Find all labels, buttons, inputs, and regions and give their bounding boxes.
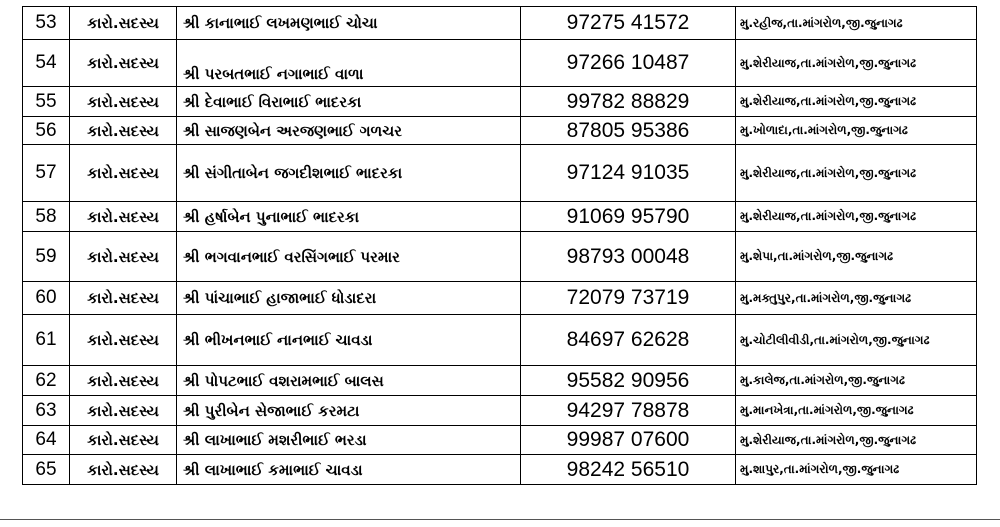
phone-number: 97275 41572 xyxy=(521,7,736,40)
address: મુ.શેરીયાજ,તા.માંગરોળ,જી.જુનાગઢ xyxy=(736,426,977,455)
serial-number: 56 xyxy=(23,117,70,145)
address: મુ.શેરીયાજ,તા.માંગરોળ,જી.જુનાગઢ xyxy=(736,40,977,87)
position: કારો.સદસ્ય xyxy=(70,315,177,366)
member-name: શ્રી સંગીતાબેન જગદીશભાઈ ભાદરકા xyxy=(177,145,521,202)
phone-number: 72079 73719 xyxy=(521,282,736,315)
address: મુ.શાપુર,તા.માંગરોળ,જી.જુનાગઢ xyxy=(736,455,977,485)
serial-number: 62 xyxy=(23,366,70,396)
table-row xyxy=(23,232,977,282)
member-name: શ્રી દેવાભાઈ વિરાભાઈ ભાદરકા xyxy=(177,87,521,117)
member-name: શ્રી પુરીબેન સેજાભાઈ કરમટા xyxy=(177,396,521,426)
position: કારો.સદસ્ય xyxy=(70,87,177,117)
member-name: શ્રી લાખાભાઈ કમાભાઈ ચાવડા xyxy=(177,455,521,485)
phone-number: 98793 00048 xyxy=(521,232,736,282)
member-name: શ્રી ભીખનભાઈ નાનભાઈ ચાવડા xyxy=(177,315,521,366)
address: મુ.શેરીયાજ,તા.માંગરોળ,જી.જુનાગઢ xyxy=(736,145,977,202)
member-table-container xyxy=(22,6,976,485)
table-row xyxy=(23,455,977,485)
member-name: શ્રી કાનાભાઈ લખમણભાઈ ચોચા xyxy=(177,7,521,40)
member-name: શ્રી ભગવાનભાઈ વરસિંગભાઈ પરમાર xyxy=(177,232,521,282)
serial-number: 61 xyxy=(23,315,70,366)
phone-number: 95582 90956 xyxy=(521,366,736,396)
table-row xyxy=(23,117,977,145)
phone-number: 94297 78878 xyxy=(521,396,736,426)
address: મુ.શેરીયાજ,તા.માંગરોળ,જી.જુનાગઢ xyxy=(736,87,977,117)
address: મુ.માનખેત્રા,તા.માંગરોળ,જી.જુનાગઢ xyxy=(736,396,977,426)
address: મુ.શેપા,તા.માંગરોળ,જી.જુનાગઢ xyxy=(736,232,977,282)
member-name: શ્રી સાજણબેન અરજણભાઈ ગળચર xyxy=(177,117,521,145)
phone-number: 87805 95386 xyxy=(521,117,736,145)
phone-number: 91069 95790 xyxy=(521,202,736,232)
table-row xyxy=(23,7,977,40)
position: કારો.સદસ્ય xyxy=(70,202,177,232)
table-row xyxy=(23,202,977,232)
serial-number: 60 xyxy=(23,282,70,315)
table-row xyxy=(23,145,977,202)
member-table xyxy=(22,6,977,485)
table-row xyxy=(23,426,977,455)
serial-number: 57 xyxy=(23,145,70,202)
address: મુ.શેરીયાજ,તા.માંગરોળ,જી.જુનાગઢ xyxy=(736,202,977,232)
position: કારો.સદસ્ય xyxy=(70,145,177,202)
member-name: શ્રી પોપટભાઈ વશરામભાઈ બાલસ xyxy=(177,366,521,396)
phone-number: 97124 91035 xyxy=(521,145,736,202)
page-bottom-rule xyxy=(0,519,1000,520)
address: મુ.ચોટીલીવીડી,તા.માંગરોળ,જી.જુનાગઢ xyxy=(736,315,977,366)
phone-number: 84697 62628 xyxy=(521,315,736,366)
member-name: શ્રી લાખાભાઈ મશરીભાઈ ભરડા xyxy=(177,426,521,455)
serial-number: 59 xyxy=(23,232,70,282)
phone-number: 99782 88829 xyxy=(521,87,736,117)
table-row xyxy=(23,87,977,117)
serial-number: 58 xyxy=(23,202,70,232)
serial-number: 55 xyxy=(23,87,70,117)
serial-number: 65 xyxy=(23,455,70,485)
position: કારો.સદસ્ય xyxy=(70,396,177,426)
table-row xyxy=(23,396,977,426)
phone-number: 98242 56510 xyxy=(521,455,736,485)
member-name: શ્રી પાંચાભાઈ હાજાભાઈ ધોડાદરા xyxy=(177,282,521,315)
position: કારો.સદસ્ય xyxy=(70,7,177,40)
address: મુ.ખોળાદા,તા.માંગરોળ,જી.જુનાગઢ xyxy=(736,117,977,145)
phone-number: 97266 10487 xyxy=(521,40,736,87)
position: કારો.સદસ્ય xyxy=(70,455,177,485)
serial-number: 54 xyxy=(23,40,70,87)
address: મુ.કાલેજ,તા.માંગરોળ,જી.જુનાગઢ xyxy=(736,366,977,396)
position: કારો.સદસ્ય xyxy=(70,282,177,315)
table-row xyxy=(23,40,977,87)
table-row xyxy=(23,282,977,315)
table-row xyxy=(23,315,977,366)
address: મુ.રહીજ,તા.માંગરોળ,જી.જુનાગઢ xyxy=(736,7,977,40)
serial-number: 64 xyxy=(23,426,70,455)
position: કારો.સદસ્ય xyxy=(70,117,177,145)
position: કારો.સદસ્ય xyxy=(70,232,177,282)
position: કારો.સદસ્ય xyxy=(70,40,177,87)
serial-number: 63 xyxy=(23,396,70,426)
member-name: શ્રી પરબતભાઈ નગાભાઈ વાળા xyxy=(177,40,521,87)
phone-number: 99987 07600 xyxy=(521,426,736,455)
serial-number: 53 xyxy=(23,7,70,40)
member-name: શ્રી હર્ષાબેન પુનાભાઈ ભાદરકા xyxy=(177,202,521,232)
table-row xyxy=(23,366,977,396)
position: કારો.સદસ્ય xyxy=(70,426,177,455)
position: કારો.સદસ્ય xyxy=(70,366,177,396)
address: મુ.મક્તુપુર,તા.માંગરોળ,જી.જુનાગઢ xyxy=(736,282,977,315)
